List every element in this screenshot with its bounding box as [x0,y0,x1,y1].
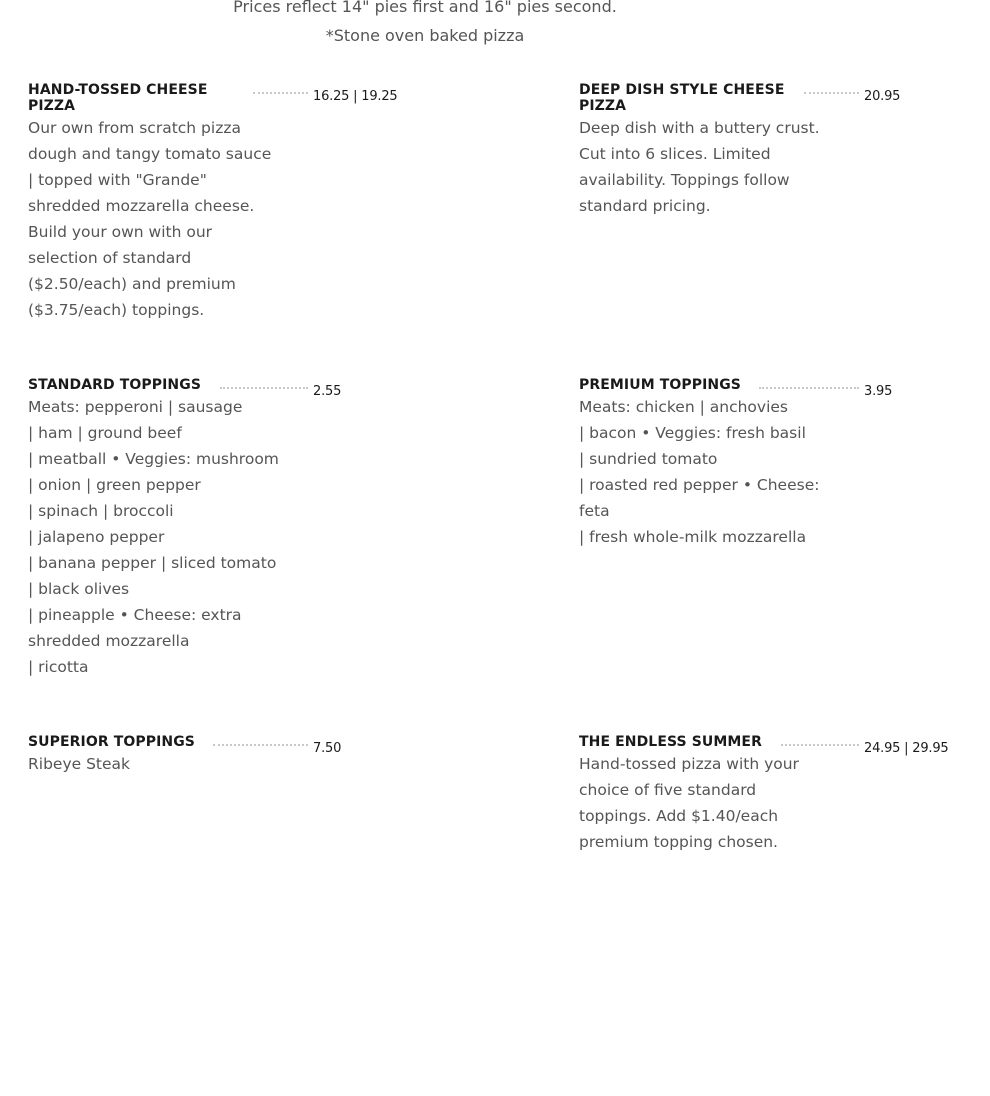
item-description: Ribeye Steak [28,755,131,773]
item-title: HAND-TOSSED CHEESE PIZZA [28,82,208,114]
item-title: THE ENDLESS SUMMER [579,734,762,750]
item-description: Hand-tossed pizza with your choice of five standard toppings. Add $1.40/each premium topping chosen. [579,755,799,851]
item-price: 3.95 [864,384,893,399]
menu-item-deep-dish-cheese-pizza [579,82,919,215]
menu-item-superior-toppings [28,734,368,773]
menu-item-endless-summer [579,734,959,851]
item-price: 24.95 | 29.95 [864,741,949,756]
item-title: STANDARD TOPPINGS [28,377,202,393]
item-title: PREMIUM TOPPINGS [579,377,741,393]
stone-oven-note: *Stone oven baked pizza [325,26,525,45]
item-price: 2.55 [313,384,342,399]
item-description: Our own from scratch pizza dough and tangy tomato sauce | topped with "Grande" shredded mozzarella cheese. Build your own with our selection of standard ($2.50/each) and premium ($3.75/each) toppings. [28,119,272,319]
item-title: DEEP DISH STYLE CHEESE PIZZA [579,82,785,114]
dotted-leader [220,387,308,389]
dotted-leader [804,92,859,94]
item-title: SUPERIOR TOPPINGS [28,734,195,750]
item-price: 16.25 | 19.25 [313,89,398,104]
pricing-note: Prices reflect 14" pies first and 16" pies second. [233,0,617,16]
item-description: Deep dish with a buttery crust. Cut into 6 slices. Limited availability. Toppings follow standard pricing. [579,119,820,215]
menu-item-premium-toppings [579,377,919,546]
dotted-leader [759,387,859,389]
menu-item-standard-toppings [28,377,368,676]
item-description: Meats: chicken | anchovies | bacon • Veggies: fresh basil | sundried tomato | roasted red pepper • Cheese: feta | fresh whole-milk mozzarella [579,398,820,546]
item-price: 7.50 [313,741,342,756]
dotted-leader [781,744,859,746]
menu-item-hand-tossed-cheese-pizza [28,82,398,319]
dotted-leader [253,92,308,94]
item-price: 20.95 [864,89,901,104]
item-description: Meats: pepperoni | sausage | ham | ground beef | meatball • Veggies: mushroom | onion | green pepper | spinach | broccoli | jalapeno pepper | banana pepper | sliced tomato | black olives | pineapple • Cheese: extra shredded mozzarella | ricotta [28,398,279,676]
dotted-leader [213,744,308,746]
